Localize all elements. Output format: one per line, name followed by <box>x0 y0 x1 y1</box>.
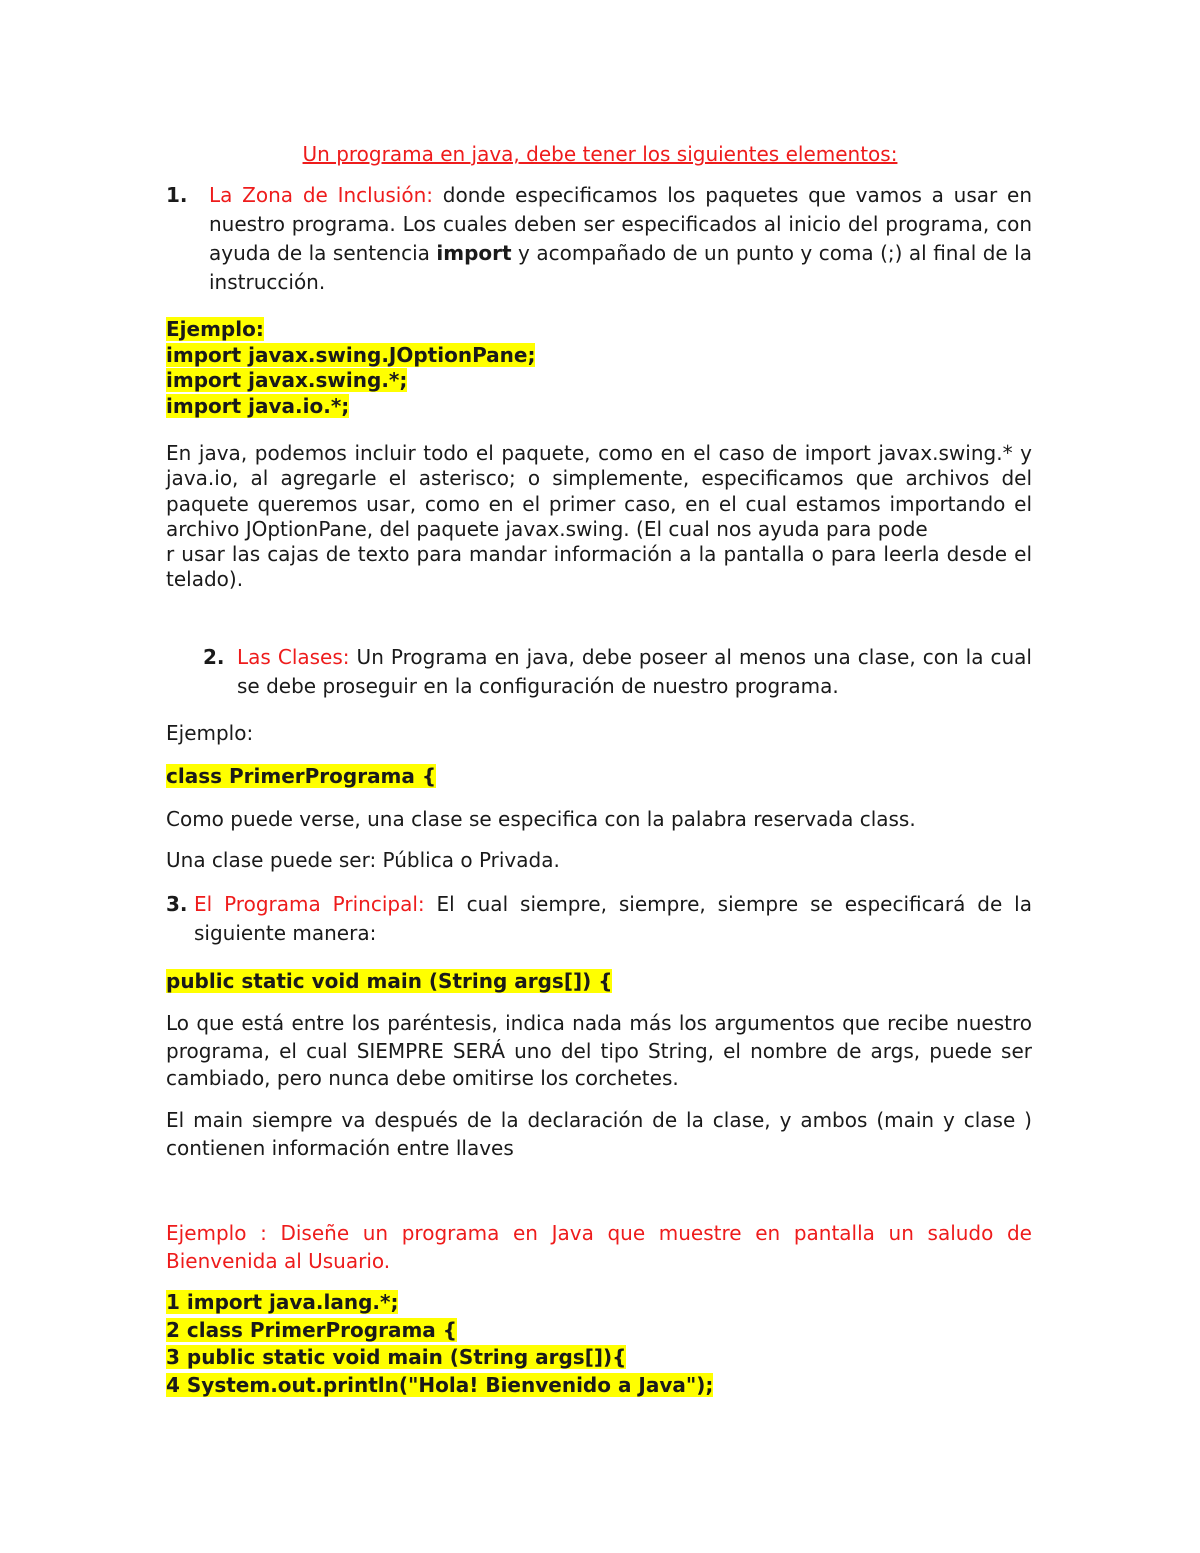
class-types: Una clase puede ser: Pública o Privada. <box>166 848 560 872</box>
item3-paragraph <box>194 890 1032 948</box>
program-code-block <box>166 1289 713 1399</box>
item2-label: Las Clases: <box>237 645 350 669</box>
paragraph1-part2: r usar las cajas de texto para mandar información a la pantalla o para leerla desde el telado). <box>166 542 1032 592</box>
paragraph1-part1: En java, podemos incluir todo el paquete, como en el caso de import javax.swing.* y java.io, al agregarle el asterisco; o simplemente, especificamos que archivos del paquete queremos usar, como en el primer caso, en el cual estamos importando el archivo JOptionPane, del paquete javax.swing. (El cual nos ayuda para pode <box>166 441 1032 541</box>
document-title: Un programa en java, debe tener los siguientes elementos: <box>302 142 898 166</box>
item1-text-a: donde especificamos los paquetes que vamos a usar en nuestro programa. Los cuales deben ser especificados al inicio del programa, con ayuda de la sentencia <box>209 183 1032 265</box>
item1-paragraph <box>209 181 1032 297</box>
paragraph-import-explanation <box>166 441 1032 593</box>
main-code-line <box>166 967 1032 996</box>
item3-label: El Programa Principal: <box>194 892 425 916</box>
program-line: 4 System.out.println("Hola! Bienvenido a Java"); <box>166 1372 714 1397</box>
item1-number: 1. <box>166 183 188 207</box>
paragraph-arguments: Lo que está entre los paréntesis, indica nada más los argumentos que recibe nuestro programa, el cual SIEMPRE SERÁ uno del tipo String, el nombre de args, puede ser cambiado, pero nunca debe omitirse los corchetes. <box>166 1011 1032 1090</box>
item1-text-b: y acompañado de un punto y coma (;) al final de la instrucción. <box>209 241 1032 294</box>
example1-line: import javax.swing.*; <box>166 368 408 392</box>
example1-code-block <box>166 317 535 419</box>
item2-number: 2. <box>203 645 225 669</box>
item3-text: El cual siempre, siempre, siempre se especificará de la siguiente manera: <box>194 892 1032 945</box>
example1-line: Ejemplo: <box>166 317 264 341</box>
class-code: class PrimerPrograma { <box>166 764 437 788</box>
program-line: 1 import java.lang.*; <box>166 1290 399 1314</box>
program-line: 3 public static void main (String args[]){ <box>166 1345 627 1369</box>
item1-keyword: import <box>436 241 512 265</box>
item3-number: 3. <box>166 892 188 916</box>
example1-line: import java.io.*; <box>166 393 350 418</box>
class-note: Como puede verse, una clase se especifica con la palabra reservada class. <box>166 807 916 831</box>
example2-label: Ejemplo: <box>166 721 254 745</box>
paragraph-main-order: El main siempre va después de la declaración de la clase, y ambos (main y clase ) contienen información entre llaves <box>166 1108 1032 1160</box>
item1-label: La Zona de Inclusión: <box>209 183 434 207</box>
class-code-line <box>166 762 1032 791</box>
main-code: public static void main (String args[]) { <box>166 969 613 993</box>
item2-text: Un Programa en java, debe poseer al menos una clase, con la cual se debe proseguir en la configuración de nuestro programa. <box>237 645 1032 698</box>
example1-line: import javax.swing.JOptionPane; <box>166 342 536 367</box>
item2-paragraph <box>237 643 1032 701</box>
program-line: 2 class PrimerPrograma { <box>166 1317 457 1342</box>
example3-statement: Ejemplo : Diseñe un programa en Java que muestre en pantalla un saludo de Bienvenida al Usuario. <box>166 1221 1032 1273</box>
